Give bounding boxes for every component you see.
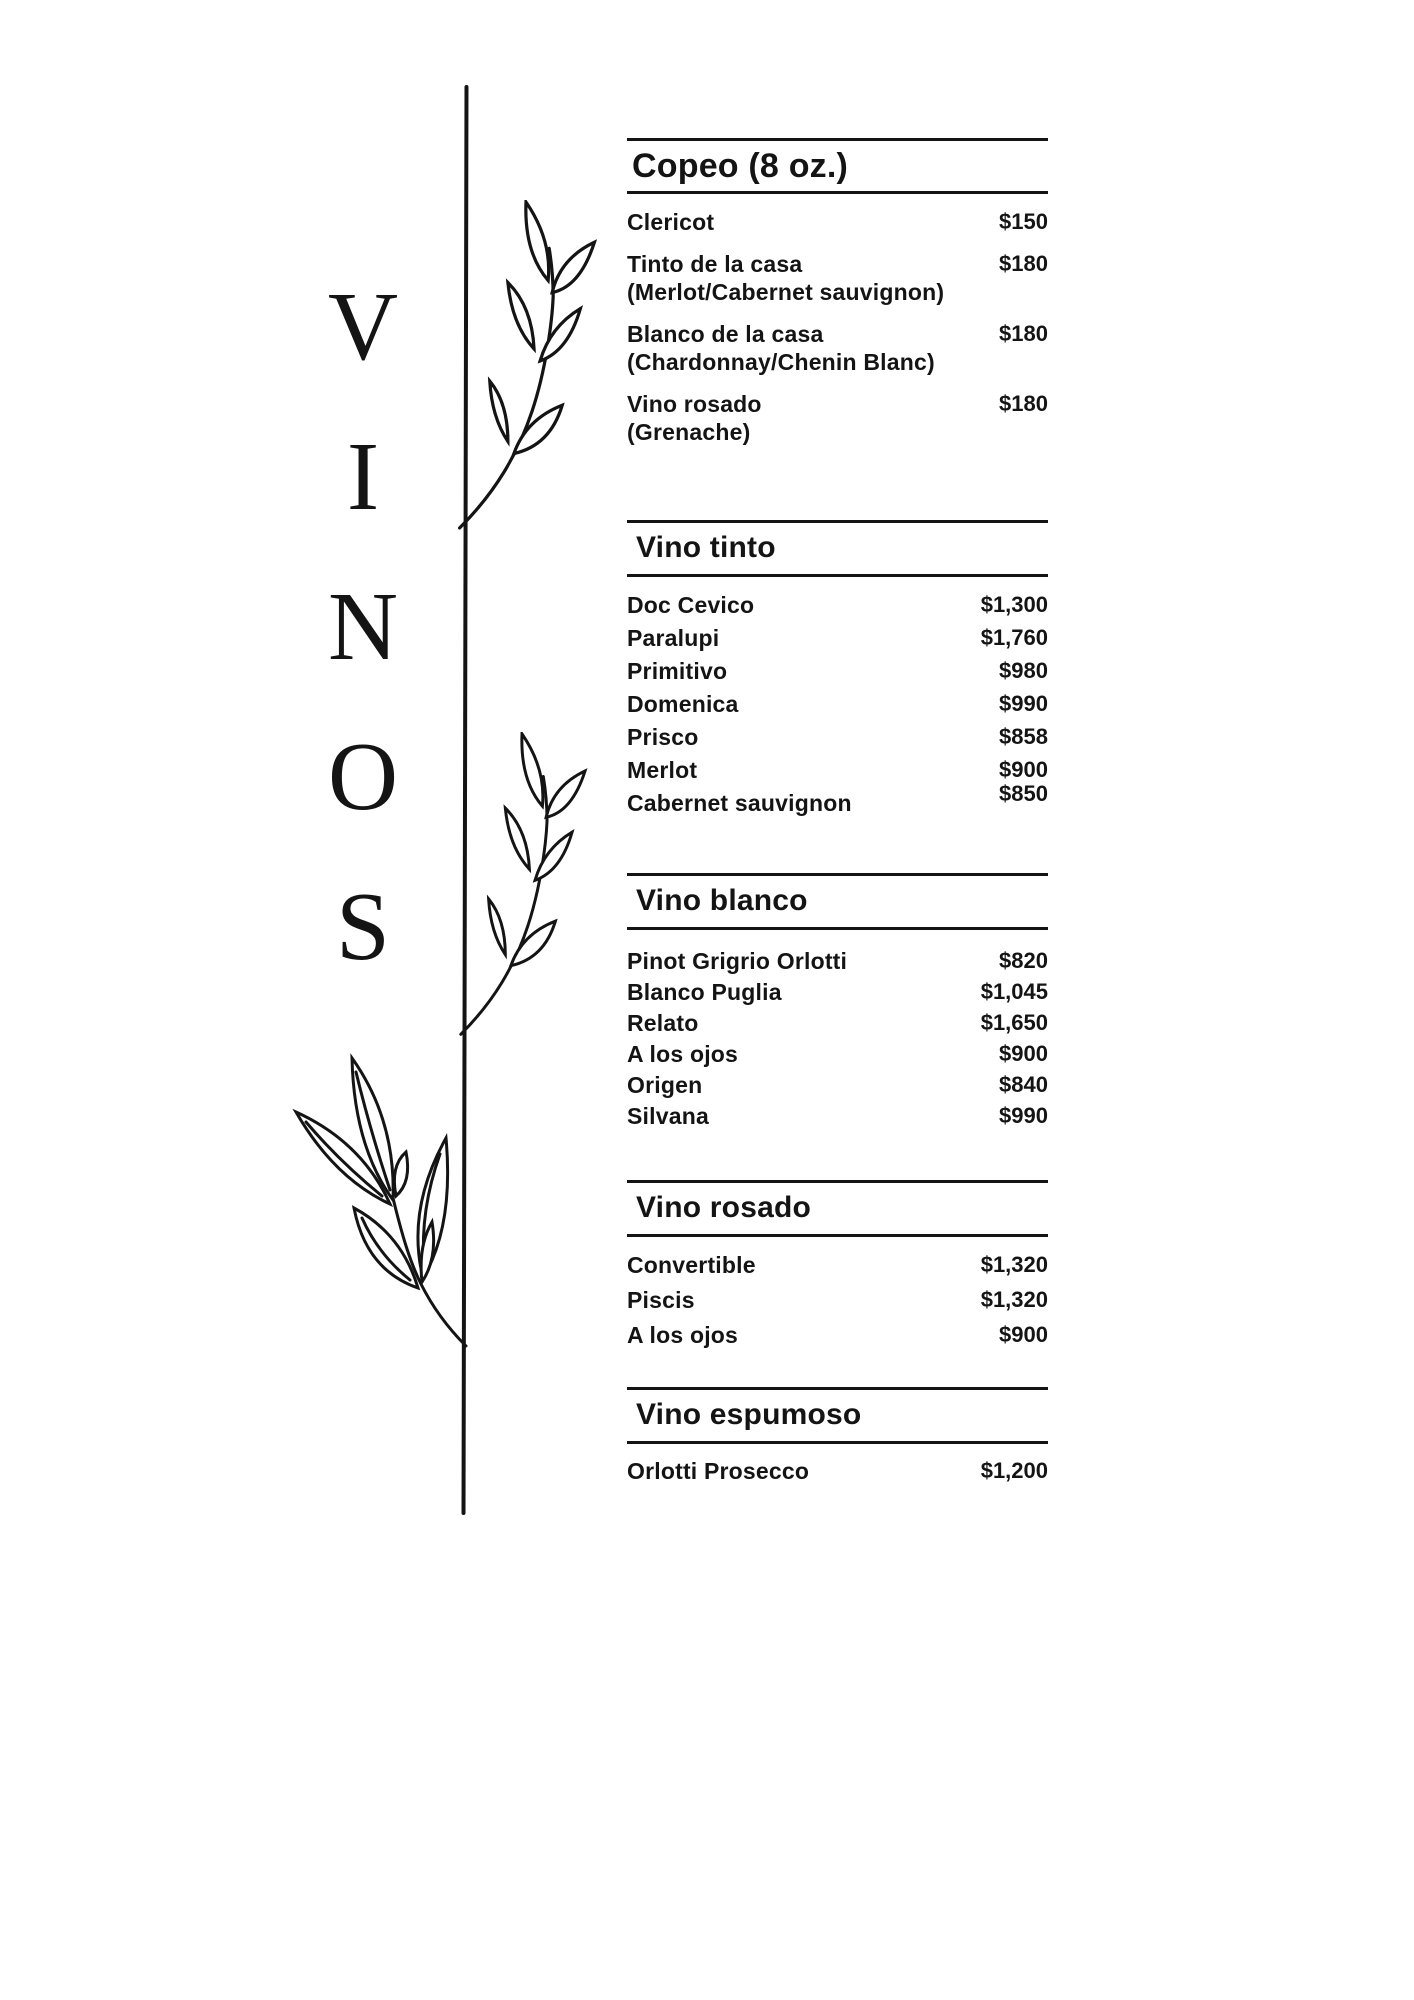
vertical-title-letter: S: [336, 873, 390, 980]
menu-item-row: [627, 657, 1048, 690]
menu-item-name-block: [627, 1009, 699, 1037]
menu-item-price: $1,045: [980, 979, 1048, 1004]
menu-item-price: $990: [999, 691, 1048, 716]
menu-item-price: $858: [999, 724, 1048, 749]
menu-item-price: $1,200: [980, 1458, 1048, 1483]
menu-item-name-block: [627, 947, 847, 975]
menu-section-tinto: [627, 520, 1048, 822]
menu-item-row: [627, 390, 1048, 446]
menu-item-name-block: [627, 624, 719, 652]
menu-item-row: [627, 624, 1048, 657]
menu-item-name-block: [627, 756, 697, 784]
menu-item-price: $900: [999, 757, 1048, 782]
menu-item-name-block: [627, 1251, 756, 1279]
section-items: [627, 1457, 1048, 1485]
menu-item-price: $1,650: [980, 1010, 1048, 1035]
menu-item-name-block: [627, 690, 739, 718]
menu-item-price: $1,760: [980, 625, 1048, 650]
menu-item-row: [627, 978, 1048, 1009]
menu-item-row: [627, 947, 1048, 978]
menu-item-name: Cabernet sauvignon: [627, 790, 852, 816]
menu-item-price: $980: [999, 658, 1048, 683]
section-title: Vino blanco: [636, 884, 808, 917]
menu-item-row: [627, 208, 1048, 236]
menu-item-price: $150: [999, 209, 1048, 234]
menu-item-name-block: [627, 657, 727, 685]
menu-item-name-block: [627, 789, 852, 817]
menu-item-row: [627, 1286, 1048, 1321]
menu-item-name: Tinto de la casa: [627, 251, 803, 277]
menu-item-name-block: [627, 1321, 738, 1349]
menu-item-subtitle: (Grenache): [627, 419, 751, 445]
menu-item-row: [627, 1009, 1048, 1040]
leaf-branch-middle-illustration: [456, 732, 588, 1038]
section-items: [627, 947, 1048, 1133]
menu-item-name-block: [627, 250, 944, 306]
menu-item-name: Piscis: [627, 1287, 695, 1313]
section-items: [627, 591, 1048, 822]
menu-item-row: [627, 250, 1048, 306]
menu-item-name: Blanco de la casa: [627, 321, 824, 347]
vertical-title-letter: V: [327, 273, 399, 380]
section-rule-bottom: [627, 191, 1048, 194]
menu-section-copeo: [627, 138, 1048, 460]
section-items: [627, 208, 1048, 446]
menu-item-subtitle: (Merlot/Cabernet sauvignon): [627, 279, 945, 305]
menu-item-row: [627, 1071, 1048, 1102]
menu-item-name: Domenica: [627, 691, 739, 717]
section-items: [627, 1251, 1048, 1356]
section-rule-bottom: [627, 1441, 1048, 1444]
menu-item-row: [627, 320, 1048, 376]
menu-item-name: Doc Cevico: [627, 592, 755, 618]
leaf-branch-top-illustration: [455, 200, 597, 532]
menu-item-row: [627, 1457, 1048, 1485]
menu-item-name-block: [627, 1040, 738, 1068]
menu-item-name-block: [627, 1457, 809, 1485]
menu-item-name: Blanco Puglia: [627, 979, 782, 1005]
leaf-branch-bottom-illustration: [290, 1050, 468, 1348]
section-rule-bottom: [627, 574, 1048, 577]
menu-section-espumoso: [627, 1387, 1048, 1485]
vertical-title-letter: O: [327, 723, 399, 830]
menu-item-name-block: [627, 208, 714, 236]
section-rule-bottom: [627, 927, 1048, 930]
section-rule-bottom: [627, 1234, 1048, 1237]
menu-item-price: $900: [999, 1322, 1048, 1347]
menu-item-price: $840: [999, 1072, 1048, 1097]
menu-item-row: [627, 781, 1048, 822]
menu-item-name: Paralupi: [627, 625, 720, 651]
menu-item-name: Convertible: [627, 1252, 756, 1278]
menu-item-name: Clericot: [627, 209, 715, 235]
menu-item-name: Pinot Grigrio Orlotti: [627, 948, 848, 974]
section-title: Vino espumoso: [636, 1398, 862, 1431]
menu-item-name: A los ojos: [627, 1322, 739, 1348]
menu-item-price: $990: [999, 1103, 1048, 1128]
section-title: Vino tinto: [636, 531, 776, 564]
menu-item-row: [627, 1251, 1048, 1286]
menu-item-name-block: [627, 1102, 709, 1130]
menu-item-name: Relato: [627, 1010, 699, 1036]
menu-item-name: Silvana: [627, 1103, 709, 1129]
menu-item-price: $180: [999, 251, 1048, 276]
menu-section-rosado: [627, 1180, 1048, 1356]
menu-item-name-block: [627, 1286, 695, 1314]
menu-item-name: Prisco: [627, 724, 699, 750]
vertical-title-letter: N: [327, 573, 399, 680]
menu-item-name: Primitivo: [627, 658, 728, 684]
menu-section-blanco: [627, 873, 1048, 1133]
menu-item-name-block: [627, 320, 935, 376]
section-title: Copeo (8 oz.): [632, 147, 849, 185]
section-title: Vino rosado: [636, 1191, 812, 1224]
menu-item-name: Merlot: [627, 757, 698, 783]
menu-item-row: [627, 756, 1048, 789]
menu-item-price: $180: [999, 321, 1048, 346]
menu-item-row: [627, 723, 1048, 756]
menu-item-price: $820: [999, 948, 1048, 973]
menu-item-name-block: [627, 390, 762, 446]
menu-item-row: [627, 591, 1048, 624]
menu-item-name: Orlotti Prosecco: [627, 1458, 810, 1484]
vertical-title-vinos: [292, 252, 434, 1002]
menu-item-price: $900: [999, 1041, 1048, 1066]
menu-item-name-block: [627, 1071, 702, 1099]
menu-item-name: A los ojos: [627, 1041, 739, 1067]
menu-item-row: [627, 1040, 1048, 1071]
menu-item-name: Vino rosado: [627, 391, 762, 417]
menu-item-price: $850: [999, 781, 1048, 806]
menu-item-subtitle: (Chardonnay/Chenin Blanc): [627, 349, 935, 375]
menu-item-price: $1,300: [980, 592, 1048, 617]
vertical-title-letter: I: [346, 423, 380, 530]
menu-item-name-block: [627, 978, 782, 1006]
menu-item-row: [627, 1321, 1048, 1356]
menu-item-price: $180: [999, 391, 1048, 416]
menu-item-row: [627, 690, 1048, 723]
menu-item-price: $1,320: [980, 1252, 1048, 1277]
menu-item-name-block: [627, 723, 699, 751]
menu-item-name-block: [627, 591, 754, 619]
menu-item-price: $1,320: [980, 1287, 1048, 1312]
menu-item-row: [627, 1102, 1048, 1133]
menu-item-name: Origen: [627, 1072, 703, 1098]
